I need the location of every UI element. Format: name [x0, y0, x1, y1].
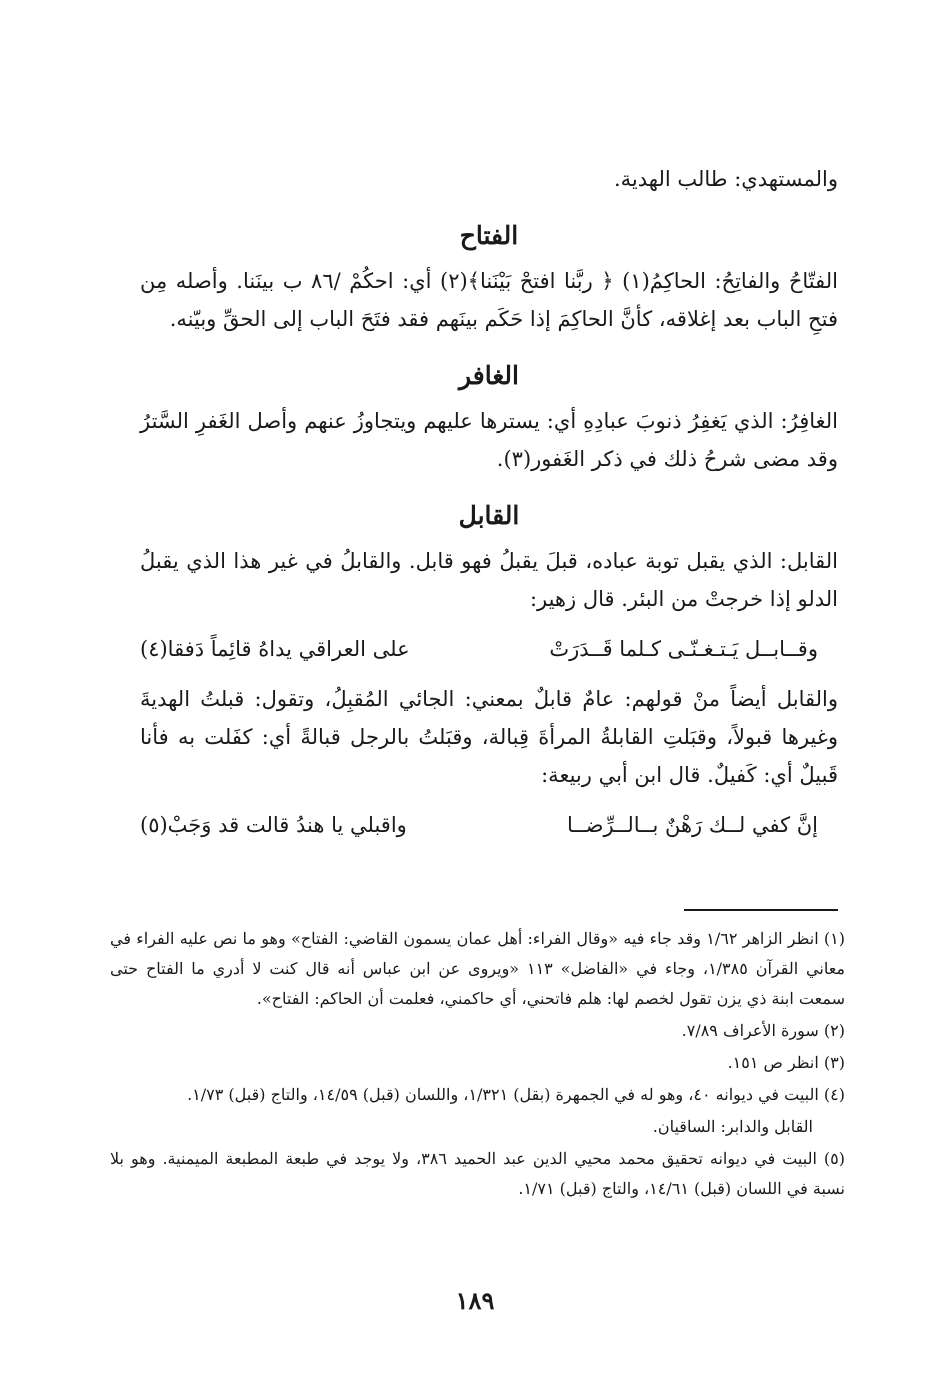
- footnote-3: (٣) انظر ص ١٥١.: [727, 1053, 845, 1072]
- footnote-4-gloss: القابل والدابر: الساقيان.: [652, 1117, 813, 1136]
- verse-second-hemistich: واقبلي يا هندُ قالت قد وَجَبْ(٥): [140, 813, 407, 837]
- main-text: [140, 160, 838, 856]
- heading-alfattah: الفتاح: [459, 221, 519, 250]
- heading-alghafir: الغافر: [459, 361, 519, 390]
- intro-line: والمستهدي: طالب الهدية.: [614, 167, 838, 191]
- heading-alqabil: القابل: [458, 501, 520, 530]
- paragraph-alqabil: القابل: الذي يقبل توبة عباده، قبلَ يقبلُ فهو قابل. والقابلُ في غير هذا الذي يقبلُ الدلو إذا خرجتْ من البئر. قال زهير:: [140, 549, 838, 611]
- footnote-1: (١) انظر الزاهر ١/٦٢ وقد جاء فيه «وقال الفراء: أهل عمان يسمون القاضي: الفتاح» وهو ما نص عليه الفراء في معاني القرآن ١/٣٨٥، وجاء في «الفاضل» ١١٣ «ويروى عن ابن عباس أنه قال كنت لا أدري ما الفتاح حتى سمعت ابنة ذي يزن تقول لخصم لها: هلم فاتحني، أي حاكمني، فعلمت أن الحاكم: الفتاح».: [110, 929, 845, 1008]
- verse-zuhair: [140, 630, 818, 668]
- verse-second-hemistich: على العراقي يداهُ قائِماً دَفقا(٤): [140, 637, 410, 661]
- verse-ibn-abi-rabia: [140, 806, 818, 844]
- footnote-5: (٥) البيت في ديوانه تحقيق محمد محيي الدين عبد الحميد ٣٨٦، ولا يوجد في طبعة المطبعة الميمنية. وهو بلا نسبة في اللسان (قبل) ١٤/٦١، والتاج (قبل) ١/٧١.: [110, 1149, 845, 1198]
- paragraph-alghafir: الغافِرُ: الذي يَغفِرُ ذنوبَ عبادِهِ أي: يسترها عليهم ويتجاوزُ عنهم وأصل الغَفرِ السَّترُ وقد مضى شرحُ ذلك في ذكر الغَفور(٣).: [140, 409, 838, 471]
- footnotes: [110, 924, 845, 1206]
- verse-first-hemistich: وقــابــل يَـتـغـنّـى كـلما قَــدَرَتْ: [549, 637, 818, 661]
- footnote-4: (٤) البيت في ديوانه ٤٠، وهو له في الجمهرة (بقل) ١/٣٢١، واللسان (قبل) ١٤/٥٩، والتاج (قبل) ١/٧٣.: [187, 1085, 845, 1104]
- paragraph-alfattah: الفتّاحُ والفاتِحُ: الحاكِمُ(١) ﴿ ربَّنا افتحْ بَيْنَنا﴾(٢) أي: احكُمْ /٨٦ ب بينَنا. وأصله مِن فتحِ الباب بعد إغلاقه، كأنَّ الحاكِمَ إذا حَكَم بينَهم فقد فتَحَ الباب إلى الحقِّ وبيّنه.: [140, 269, 838, 331]
- paragraph-alqabil-continued: والقابل أيضاً منْ قولهم: عامٌ قابلٌ بمعني: الجائي المُقبِلُ، وتقول: قبلتُ الهديةَ وغيرها قبولاً، وقبَلتِ القابلةُ المرأةَ قِبالة، وقبَلتُ بالرجل قبالةً أي: كفَلت به فأنا قَبيلٌ أي: كَفيلٌ. قال ابن أبي ربيعة:: [140, 687, 838, 787]
- verse-first-hemistich: إنَّ كفي لــك رَهْنٌ بــالــرِّضــا: [566, 813, 818, 837]
- footnote-2: (٢) سورة الأعراف ٧/٨٩.: [681, 1021, 845, 1040]
- footnote-separator: [684, 909, 838, 911]
- page-number: ١٨٩: [455, 1286, 495, 1315]
